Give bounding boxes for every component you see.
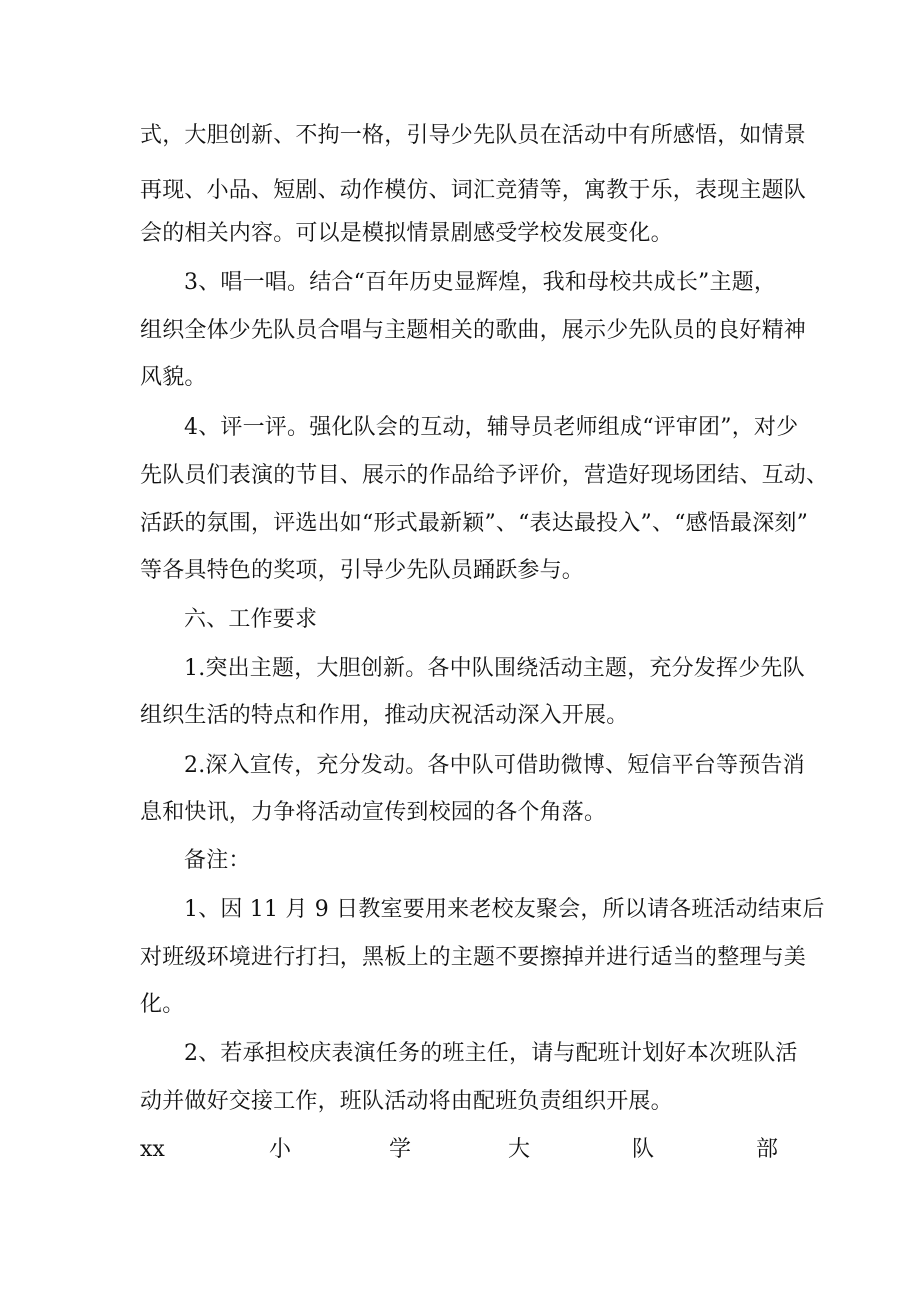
paragraph-line: 3、唱一唱。结合“百年历史显辉煌，我和母校共成长”主题， — [184, 270, 777, 295]
paragraph-line: 等各具特色的奖项，引导少先队员踊跃参与。 — [140, 558, 585, 583]
paragraph-line: 1、因 11 月 9 日教室要用来老校友聚会，所以请各班活动结束后 — [184, 897, 825, 922]
signature-part: 队 — [632, 1137, 655, 1162]
signature-part: 大 — [508, 1137, 531, 1162]
paragraph-line: 再现、小品、短剧、动作模仿、词汇竞猜等，寓教于乐，表现主题队 — [140, 178, 807, 203]
signature-part: 小 — [269, 1137, 292, 1162]
paragraph-line: 风貌。 — [140, 365, 207, 390]
paragraph-line: 2.深入宣传，充分发动。各中队可借助微博、短信平台等预告消 — [184, 753, 805, 778]
signature-part: 部 — [756, 1137, 779, 1162]
paragraph-line: 式，大胆创新、不拘一格，引导少先队员在活动中有所感悟，如情景 — [140, 123, 807, 148]
note-heading: 备注： — [184, 848, 251, 873]
paragraph-line: 组织全体少先队员合唱与主题相关的歌曲，展示少先队员的良好精神 — [140, 318, 807, 343]
paragraph-line: 会的相关内容。可以是模拟情景剧感受学校发展变化。 — [140, 221, 673, 246]
paragraph-line: 动并做好交接工作，班队活动将由配班负责组织开展。 — [140, 1089, 673, 1114]
paragraph-line: 组织生活的特点和作用，推动庆祝活动深入开展。 — [140, 703, 629, 728]
paragraph-line: 息和快讯，力争将活动宣传到校园的各个角落。 — [140, 800, 607, 825]
section-heading: 六、工作要求 — [184, 607, 318, 632]
paragraph-line: 化。 — [140, 992, 185, 1017]
signature-part: 学 — [389, 1137, 412, 1162]
paragraph-line: 2、若承担校庆表演任务的班主任，请与配班计划好本次班队活 — [184, 1041, 798, 1066]
paragraph-line: 先队员们表演的节目、展示的作品给予评价，营造好现场团结、互动、 — [140, 463, 829, 488]
paragraph-line: 活跃的氛围，评选出如“形式最新颖”、“表达最投入”、“感悟最深刻” — [140, 511, 809, 536]
paragraph-line: 对班级环境进行打扫，黑板上的主题不要擦掉并进行适当的整理与美 — [140, 945, 807, 970]
paragraph-line: 1.突出主题，大胆创新。各中队围绕活动主题，充分发挥少先队 — [184, 656, 805, 681]
paragraph-line: 4、评一评。强化队会的互动，辅导员老师组成“评审团”，对少 — [184, 415, 799, 440]
signature-part: xx — [140, 1137, 165, 1162]
